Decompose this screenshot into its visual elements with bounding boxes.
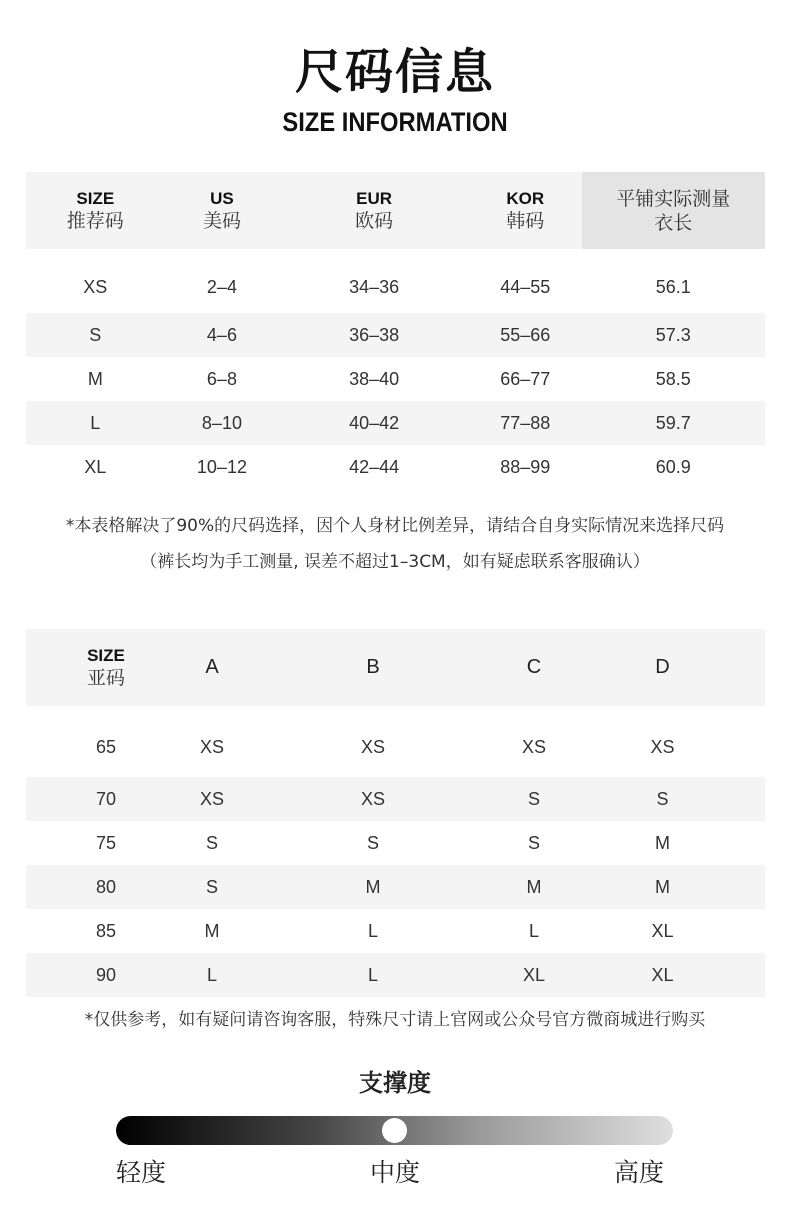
header-cup-d-label: D — [655, 656, 670, 678]
table-cell: 59.7 — [655, 412, 691, 433]
table-cell: XS — [521, 737, 546, 757]
table-cell: L — [528, 920, 539, 941]
table-cell: 10–12 — [196, 456, 247, 477]
header-length-line2: 衣长 — [654, 211, 693, 234]
table-cell: 4–6 — [206, 324, 237, 345]
table-cell: 36–38 — [349, 324, 400, 345]
table-cell: S — [527, 832, 540, 853]
table-cell: M — [87, 368, 103, 389]
size-table-header-row — [26, 172, 765, 249]
table-cell: M — [365, 876, 381, 897]
header-us — [165, 172, 280, 249]
table-cell: XS — [199, 788, 224, 809]
header-eur-cn: 欧码 — [355, 209, 394, 232]
table-row — [26, 357, 765, 401]
table-cell: 44–55 — [500, 276, 551, 297]
measurement-note: （裤长均为手工测量, 误差不超过1–3CM，如有疑虑联系客服确认） — [140, 552, 650, 572]
table-cell: 88–99 — [500, 456, 551, 477]
header-cup-b-label: B — [366, 656, 380, 678]
header-asia-size-en: SIZE — [87, 645, 125, 665]
support-label-light: 轻度 — [116, 1158, 167, 1187]
header-kor-cn: 韩码 — [506, 209, 545, 232]
header-us-en: US — [210, 188, 234, 208]
table-cell: 65 — [95, 737, 117, 757]
header-cup-b — [238, 629, 508, 706]
table-cell: 70 — [95, 788, 117, 809]
size-note: *本表格解决了90%的尺码选择，因个人身材比例差异，请结合自身实际情况来选择尺码 — [65, 516, 725, 536]
table-cell: 58.5 — [655, 368, 691, 389]
table-cell: XS — [83, 276, 108, 297]
table-cell: XL — [651, 920, 674, 941]
table-cell: S — [527, 788, 540, 809]
table-cell: L — [367, 920, 378, 941]
table-cell: S — [656, 788, 669, 809]
table-cell: 77–88 — [500, 412, 551, 433]
support-level-knob — [382, 1118, 407, 1143]
table-row — [26, 953, 765, 997]
table-cell: S — [89, 324, 102, 345]
table-cell: 38–40 — [349, 368, 400, 389]
table-row — [26, 445, 765, 489]
table-cell: L — [367, 964, 378, 985]
header-kor — [469, 172, 582, 249]
header-size-cn: 推荐码 — [66, 209, 124, 232]
table-cell: 75 — [95, 832, 117, 853]
table-row — [26, 777, 765, 821]
table-cell: 85 — [95, 920, 117, 941]
header-cup-a — [186, 629, 238, 706]
table-cell: 2–4 — [206, 276, 237, 297]
table-cell: XS — [360, 788, 385, 809]
table-row — [26, 865, 765, 909]
table-row — [26, 249, 765, 313]
header-kor-en: KOR — [506, 188, 545, 208]
table-cell: 6–8 — [206, 368, 237, 389]
header-length-line1: 平铺实际测量 — [616, 187, 731, 210]
table-cell: 80 — [95, 876, 117, 897]
size-table — [26, 172, 765, 489]
table-cell: 66–77 — [500, 368, 551, 389]
table-cell: 90 — [95, 964, 117, 985]
header-cup-d — [560, 629, 765, 706]
header-cup-c — [508, 629, 560, 706]
table-cell: 60.9 — [655, 456, 691, 477]
header-length — [582, 172, 765, 249]
table-cell: XS — [360, 737, 385, 757]
header-size-en: SIZE — [76, 188, 115, 208]
header-eur — [279, 172, 469, 249]
table-cell: M — [655, 832, 670, 853]
header-asia-size-cn: 亚码 — [86, 666, 125, 689]
header-eur-en: EUR — [356, 188, 393, 208]
table-cell: 57.3 — [655, 324, 691, 345]
page-title: 尺码信息 — [294, 44, 495, 100]
cup-table-header-row — [26, 629, 765, 706]
table-cell: L — [90, 412, 101, 433]
table-cell: XL — [651, 964, 674, 985]
table-cell: 42–44 — [349, 456, 400, 477]
header-size — [26, 172, 165, 249]
table-cell: XS — [199, 737, 224, 757]
table-cell: XS — [650, 737, 675, 757]
support-label-high: 高度 — [614, 1158, 665, 1187]
page-subtitle: SIZE INFORMATION — [282, 107, 508, 137]
header-cup-c-label: C — [526, 656, 542, 678]
table-cell: M — [204, 920, 220, 941]
table-row — [26, 821, 765, 865]
support-title: 支撑度 — [359, 1069, 431, 1097]
table-row — [26, 909, 765, 953]
table-cell: 8–10 — [201, 412, 242, 433]
table-cell: S — [205, 832, 218, 853]
header-us-cn: 美码 — [202, 209, 241, 232]
table-cell: 56.1 — [655, 276, 691, 297]
table-cell: 40–42 — [349, 412, 400, 433]
table-row — [26, 313, 765, 357]
table-cell: XL — [84, 456, 107, 477]
table-cell: S — [366, 832, 379, 853]
table-cell: M — [526, 876, 542, 897]
table-cell: L — [206, 964, 217, 985]
table-cell: M — [655, 876, 670, 897]
table-cell: XL — [522, 964, 546, 985]
table-row — [26, 401, 765, 445]
header-asia-size — [26, 629, 186, 706]
table-row — [26, 706, 765, 777]
support-label-medium: 中度 — [370, 1158, 421, 1187]
table-cell: 55–66 — [500, 324, 551, 345]
table-cell: 34–36 — [349, 276, 400, 297]
header-cup-a-label: A — [205, 656, 219, 678]
reference-note: *仅供参考，如有疑问请咨询客服，特殊尺寸请上官网或公众号官方微商城进行购买 — [84, 1010, 706, 1030]
cup-size-table — [26, 629, 765, 997]
table-cell: S — [205, 876, 218, 897]
